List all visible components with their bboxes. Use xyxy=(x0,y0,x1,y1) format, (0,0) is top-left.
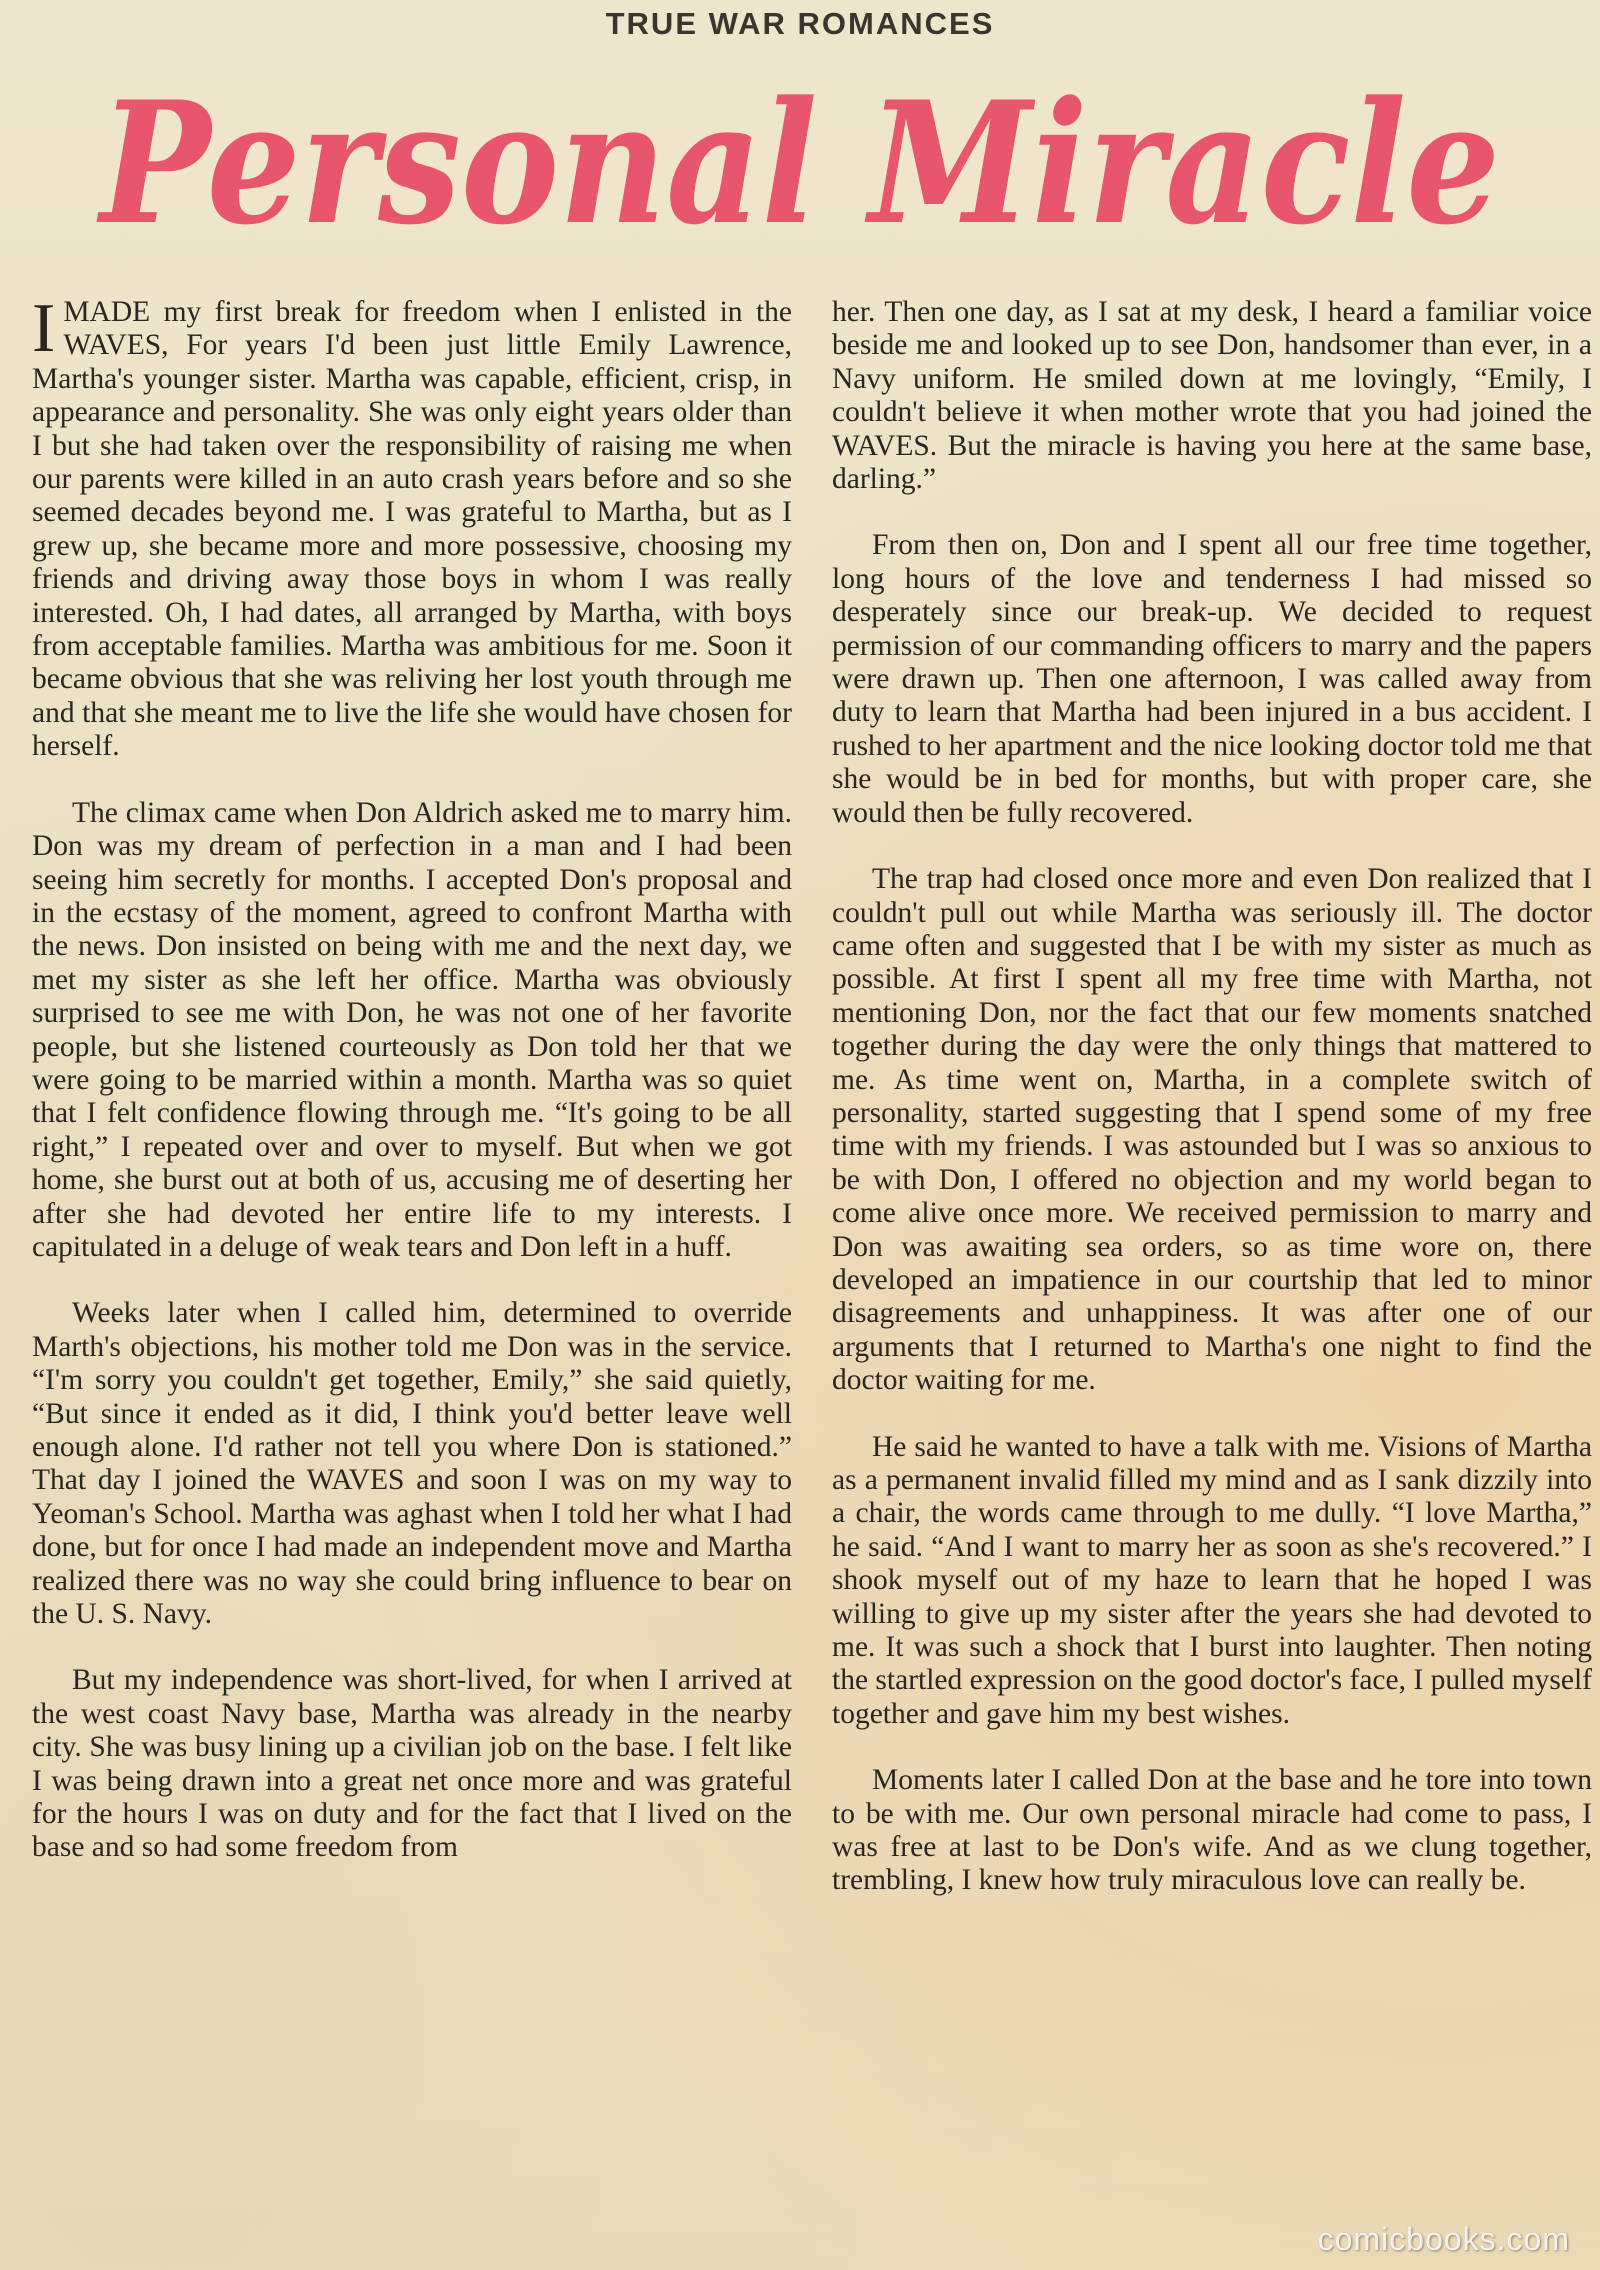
paragraph-4: But my independence was short-lived, for when I arrived at the west coast Navy base, Martha was already in the nearby city. She was busy lining up a civilian job on the base. I felt like I was being drawn into a great net once more and was grateful for the hours I was on duty and for the fact that I lived on the base and so had some freedom from xyxy=(32,1664,792,1864)
paragraph-8: He said he wanted to have a talk with me. Visions of Martha as a permanent invalid filled my mind and as I sank dizzily into a chair, the words came through to me dully. “I love Martha,” he said. “And I want to marry her as soon as she's recovered.” I shook myself out of my haze to learn that he hoped I was willing to give up my sister after the years she had devoted to me. It was such a shock that I burst into laughter. Then noting the startled expression on the good doctor's face, I pulled myself together and gave him my best wishes. xyxy=(832,1430,1592,1730)
paragraph-1-text: MADE my first break for freedom when I enlisted in the WAVES, For years I'd been just little Emily Lawrence, Martha's younger sister. Martha was capable, efficient, crisp, in appearance and personality. She was only eight years older than I but she had taken over the responsibility of raising me when our parents were killed in an auto crash years before and so she seemed decades beyond me. I was grateful to Martha, but as I grew up, she became more and more possessive, choosing my friends and driving away those boys in whom I was really interested. Oh, I had dates, all arranged by Martha, with boys from acceptable families. Martha was ambitious for me. Soon it became obvious that she was reliving her lost youth through me and that she meant me to live the life she would have chosen for herself. xyxy=(32,296,792,763)
paragraph-9: Moments later I called Don at the base and he tore into town to be with me. Our own personal miracle had come to pass, I was free at last to be Don's wife. And as we clung together, trembling, I knew how truly miraculous love can really be. xyxy=(832,1764,1592,1897)
site-watermark: comicbooks.com xyxy=(1317,2221,1570,2257)
right-column xyxy=(832,296,1592,2216)
story-title xyxy=(80,52,1520,292)
paragraph-7: The trap had closed once more and even Don realized that I couldn't pull out while Martha was seriously ill. The doctor came often and suggested that I be with my sister as much as possible. At first I spent all my free time with Martha, not mentioning Don, nor the fact that our few moments snatched together during the day were the only things that mattered to me. As time went on, Martha, in a complete switch of personality, started suggesting that I spend some of my free time with my friends. I was astounded but I was so anxious to be with Don, I offered no objection and my world began to come alive once more. We received permission to marry and Don was awaiting sea orders, so as time wore on, there developed an impatience in our courtship that led to minor disagreements and unhappiness. It was after one of our arguments that I returned to Martha's one night to find the doctor waiting for me. xyxy=(832,863,1592,1397)
dropcap-letter: I xyxy=(32,290,56,367)
paragraph-6: From then on, Don and I spent all our free time together, long hours of the love and tenderness I had missed so desperately since our break-up. We decided to request permission of our commanding officers to marry and the papers were drawn up. Then one afternoon, I was called away from duty to learn that Martha had been injured in a bus accident. I rushed to her apartment and the nice looking doctor told me that she would be in bed for months, but with proper care, she would then be fully recovered. xyxy=(832,529,1592,829)
paragraph-1 xyxy=(32,290,792,764)
paragraph-3: Weeks later when I called him, determined to override Marth's objections, his mother told me Don was in the service. “I'm sorry you couldn't get together, Emily,” she said quietly, “But since it ended as it did, I think you'd better leave well enough alone. I'd rather not tell you where Don is stationed.” That day I joined the WAVES and soon I was on my way to Yeoman's School. Martha was aghast when I told her what I had done, but for once I had made an independent move and Martha realized there was no way she could bring influence to bear on the U. S. Navy. xyxy=(32,1297,792,1631)
paragraph-5: her. Then one day, as I sat at my desk, I heard a familiar voice beside me and looked up to see Don, handsomer than ever, in a Navy uniform. He smiled down at me lovingly, “Emily, I couldn't believe it when mother wrote that you had joined the WAVES. But the miracle is having you here at the same base, darling.” xyxy=(832,296,1592,496)
paragraph-2: The climax came when Don Aldrich asked me to marry him. Don was my dream of perfection in a man and I had been seeing him secretly for months. I accepted Don's proposal and in the ecstasy of the moment, agreed to confront Martha with the news. Don insisted on being with me and the next day, we met my sister as she left her office. Martha was obviously surprised to see me with Don, he was not one of her favorite people, but she listened courteously as Don told her that we were going to be married within a month. Martha was so quiet that I felt confidence flowing through me. “It's going to be all right,” I repeated over and over to myself. But when we got home, she burst out at both of us, accusing me of deserting her after she had devoted her entire life to my interests. I capitulated in a deluge of weak tears and Don left in a huff. xyxy=(32,796,792,1263)
magazine-header: TRUE WAR ROMANCES xyxy=(605,6,995,41)
left-column xyxy=(32,290,792,2216)
story-title-text: Personal Miracle xyxy=(96,64,1500,262)
